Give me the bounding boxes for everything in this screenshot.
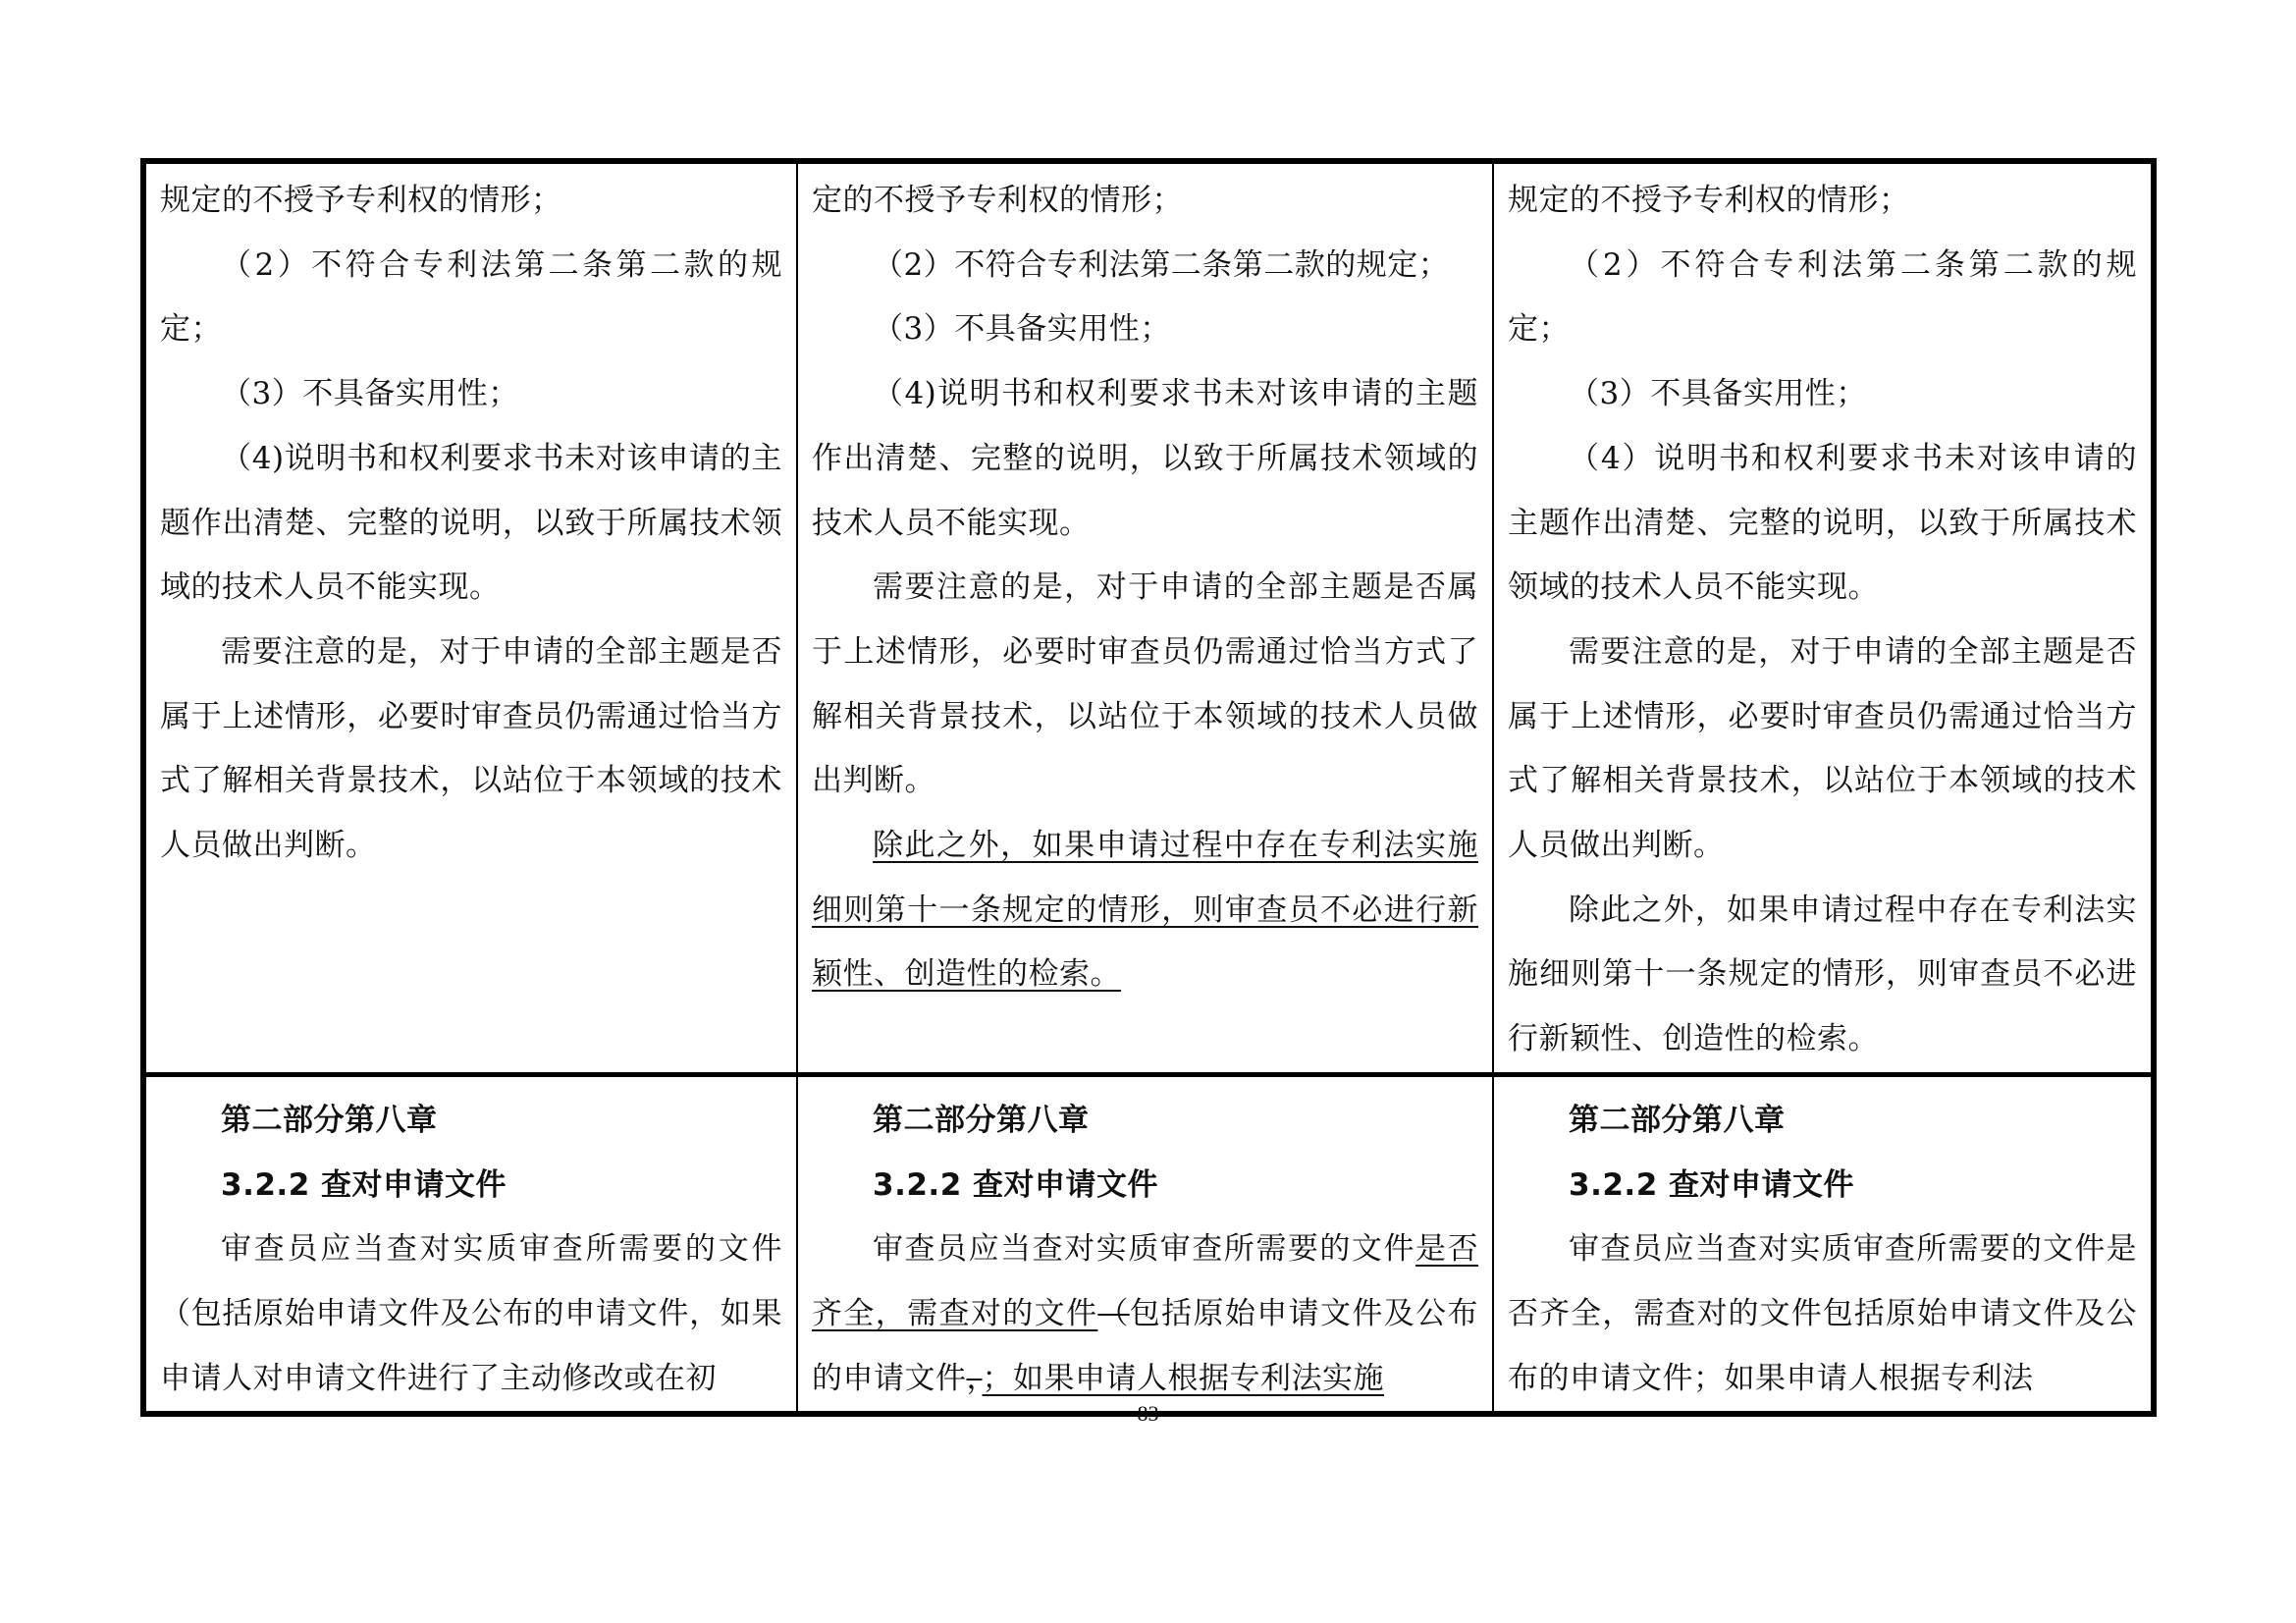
comparison-table [140, 158, 2157, 1417]
inserted-text: 除此之外，如果申请过程中存在专利法实施细则第十一条规定的情形，则审查员不必进行新颖性、创造性的检索。 [812, 828, 1478, 993]
inserted-text: 是否齐全，需查对的文件 [812, 1231, 1479, 1331]
paragraph: 规定的不授予专利权的情形； [160, 183, 562, 218]
paragraph: （4)说明书和权利要求书未对该申请的主题作出清楚、完整的说明，以致于所属技术领域的技术人员不能实现。 [160, 440, 782, 606]
paragraph: 需要注意的是，对于申请的全部主题是否属于上述情形，必要时审查员仍需通过恰当方式了解相关背景技术，以站位于本领域的技术人员做出判断。 [812, 569, 1478, 799]
section-heading: 3.2.2 查对申请文件 [221, 1166, 507, 1203]
paragraph: （2）不符合专利法第二条第二款的规定； [1508, 246, 2137, 348]
paragraph: 定的不授予专利权的情形； [812, 183, 1183, 218]
inserted-paragraph [812, 814, 1478, 1007]
revision-markup-cell [797, 161, 1493, 1074]
original-text-cell [143, 161, 797, 1074]
paragraph: （4)说明书和权利要求书未对该申请的主题作出清楚、完整的说明，以致于所属技术领域的技术人员不能实现。 [812, 376, 1478, 541]
paragraph [812, 1217, 1478, 1411]
paragraph: （3）不具备实用性； [1569, 376, 1867, 412]
text-run: 审查员应当查对实质审查所需要的文件 [873, 1231, 1415, 1268]
paragraph: 除此之外，如果申请过程中存在专利法实施细则第十一条规定的情形，则审查员不必进行新颖性、创造性的检索。 [1508, 892, 2137, 1057]
inserted-text: ；如果申请人根据专利法实施 [982, 1360, 1384, 1396]
revision-markup-cell [797, 1074, 1493, 1414]
section-heading: 3.2.2 查对申请文件 [1569, 1166, 1855, 1203]
paragraph: （4）说明书和权利要求书未对该申请的主题作出清楚、完整的说明，以致于所属技术领域的技术人员不能实现。 [1508, 440, 2137, 606]
page-number: 83 [1137, 1401, 1159, 1426]
table-row [143, 1074, 2154, 1414]
original-text-cell [143, 1074, 797, 1414]
paragraph: （3）不具备实用性； [873, 311, 1171, 348]
table-row [143, 161, 2154, 1074]
deleted-text: （ [1097, 1295, 1130, 1331]
paragraph: 规定的不授予专利权的情形； [1508, 183, 1910, 218]
paragraph: （3）不具备实用性； [221, 376, 519, 412]
deleted-text: ， [966, 1360, 983, 1396]
paragraph: （2）不符合专利法第二条第二款的规定； [873, 246, 1450, 283]
revised-text-cell [1493, 161, 2154, 1074]
paragraph: 需要注意的是，对于申请的全部主题是否属于上述情形，必要时审查员仍需通过恰当方式了解相关背景技术，以站位于本领域的技术人员做出判断。 [1508, 633, 2137, 864]
paragraph: 需要注意的是，对于申请的全部主题是否属于上述情形，必要时审查员仍需通过恰当方式了解相关背景技术，以站位于本领域的技术人员做出判断。 [160, 633, 782, 864]
text-run: 包括原始申请文件及公布的申请文件 [812, 1295, 1478, 1396]
paragraph: 审查员应当查对实质审查所需要的文件（包括原始申请文件及公布的申请文件，如果申请人对申请文件进行了主动修改或在初 [160, 1231, 782, 1396]
paragraph: 审查员应当查对实质审查所需要的文件是否齐全，需查对的文件包括原始申请文件及公布的申请文件；如果申请人根据专利法 [1508, 1231, 2137, 1396]
chapter-heading: 第二部分第八章 [1569, 1102, 1786, 1138]
revised-text-cell [1493, 1074, 2154, 1414]
paragraph: （2）不符合专利法第二条第二款的规定； [160, 246, 782, 348]
section-heading: 3.2.2 查对申请文件 [873, 1166, 1159, 1203]
chapter-heading: 第二部分第八章 [221, 1102, 438, 1138]
chapter-heading: 第二部分第八章 [873, 1102, 1090, 1138]
